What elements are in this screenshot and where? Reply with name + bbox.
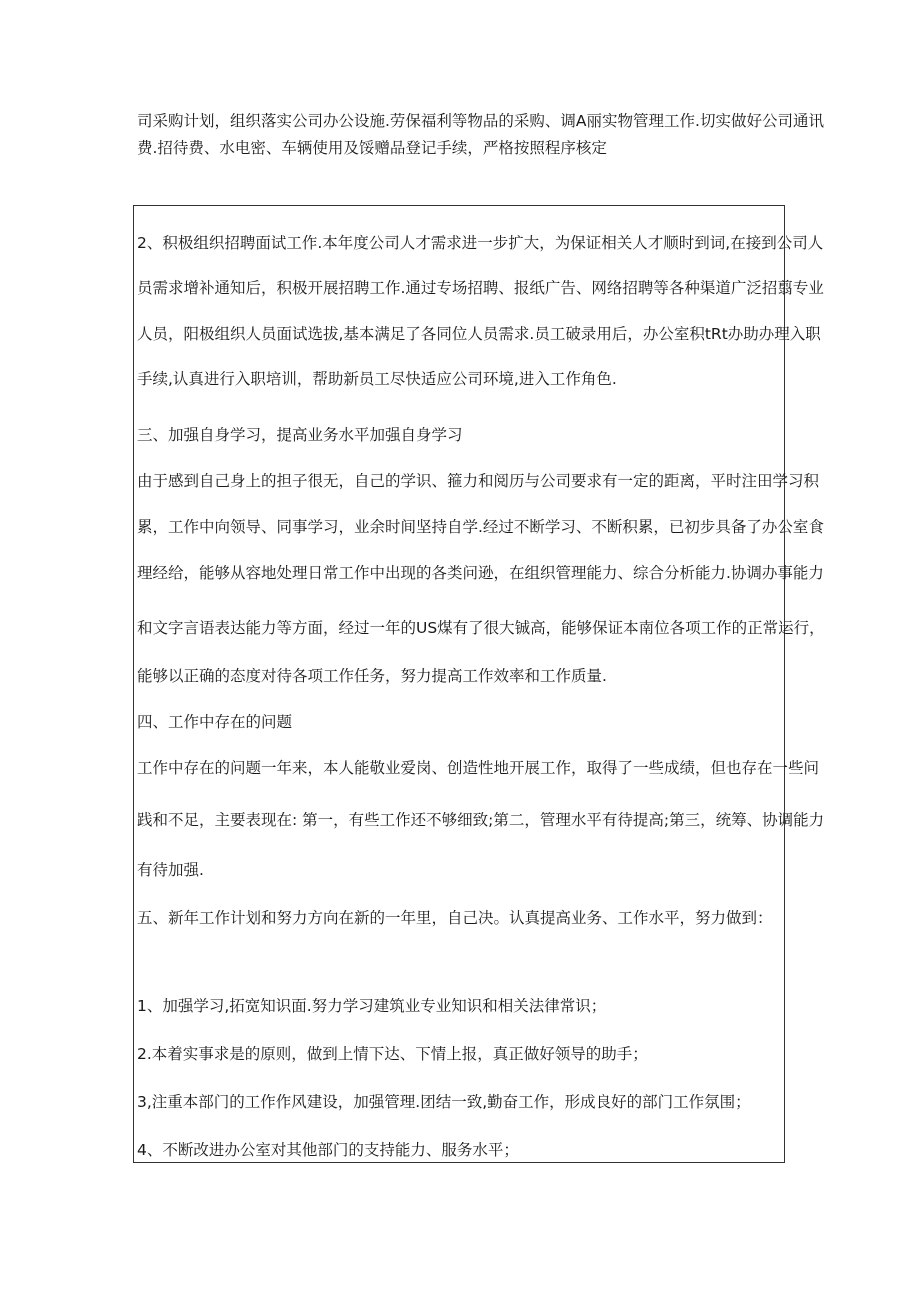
list-item: 1、加强学习,拓宽知识面.努力学习建筑业专业知识和相关法律常识；: [137, 997, 607, 1015]
text-line: 员需求增补通知后，积极开展招聘工作.通过专场招聘、报纸广告、网络招聘等各种渠道广泛招翦专业: [137, 279, 824, 297]
text-line: 践和不足，主要表现在: 第一，有些工作还不够细致;第二，管理水平有待提高;第三，统筹、协调能力: [137, 811, 825, 829]
text-line: 工作中存在的问题一年来，本人能敬业爱岗、创造性地开展工作，取得了一些成绩，但也存在一些问: [137, 759, 820, 777]
top-paragraph-line: 费.招待费、水电密、车辆使用及馁赠品登记手续，严格按照程序核定: [137, 139, 607, 157]
section-heading: 四、工作中存在的问题: [137, 713, 293, 731]
top-paragraph-line: 司采购计划，组织落实公司办公设施.劳保福利等物品的采购、调A丽实物管理工作.切实做好公司通讯: [137, 112, 824, 130]
top-paragraph: [137, 108, 824, 162]
list-item: 2.本着实事求是的原则，做到上情下达、下情上报，真正做好领导的助手；: [137, 1045, 648, 1063]
text-line: 人员，阳极组织人员面试选拔,基本满足了各同位人员需求.员工破录用后，办公室积tRt办助办理入职: [137, 325, 821, 343]
text-line: 有待加强.: [137, 861, 204, 879]
list-item: 3,注重本部门的工作作风建设，加强管理.团结一致,勤奋工作，形成良好的部门工作氛围；: [137, 1093, 751, 1111]
text-line: 能够以正确的态度对待各项工作任务，努力提高工作效率和工作质量.: [137, 667, 607, 685]
list-item: 4、不断改进办公室对其他部门的支持能力、服务水平；: [137, 1141, 519, 1159]
text-line: 累，工作中向领导、同事学习，业余时间坚持自学.经过不断学习、不断积累，已初步具备了办公室食: [137, 518, 824, 536]
text-line: 和文字言语表达能力等方面，经过一年的US煤有了很大铖高，能够保证本南位各项工作的正常运行，: [137, 619, 825, 637]
section-heading: 三、加强自身学习，提高业务水平加强自身学习: [137, 426, 463, 444]
text-line: 由于感到自己身上的担子很无，自己的学识、箍力和阅历与公司要求有一定的距离，平时注田学习积: [137, 472, 820, 490]
section-heading: 五、新年工作计划和努力方向在新的一年里，自己决。认真提高业务、工作水平，努力做到：: [137, 909, 773, 927]
bordered-content-box: [133, 205, 825, 1163]
text-line: 2、积极组织招聘面试工作.本年度公司人才需求进一步扩大，为保证相关人才顺时到词,在接到公司人: [137, 234, 824, 252]
text-line: 手续,认真进行入职培训，帮助新员工尽快适应公司环境,进入工作角色.: [137, 370, 617, 388]
text-line: 理经给，能够从容地处理日常工作中出现的各类问逊，在组织管理能力、综合分析能力.协调办事能力: [137, 564, 824, 582]
